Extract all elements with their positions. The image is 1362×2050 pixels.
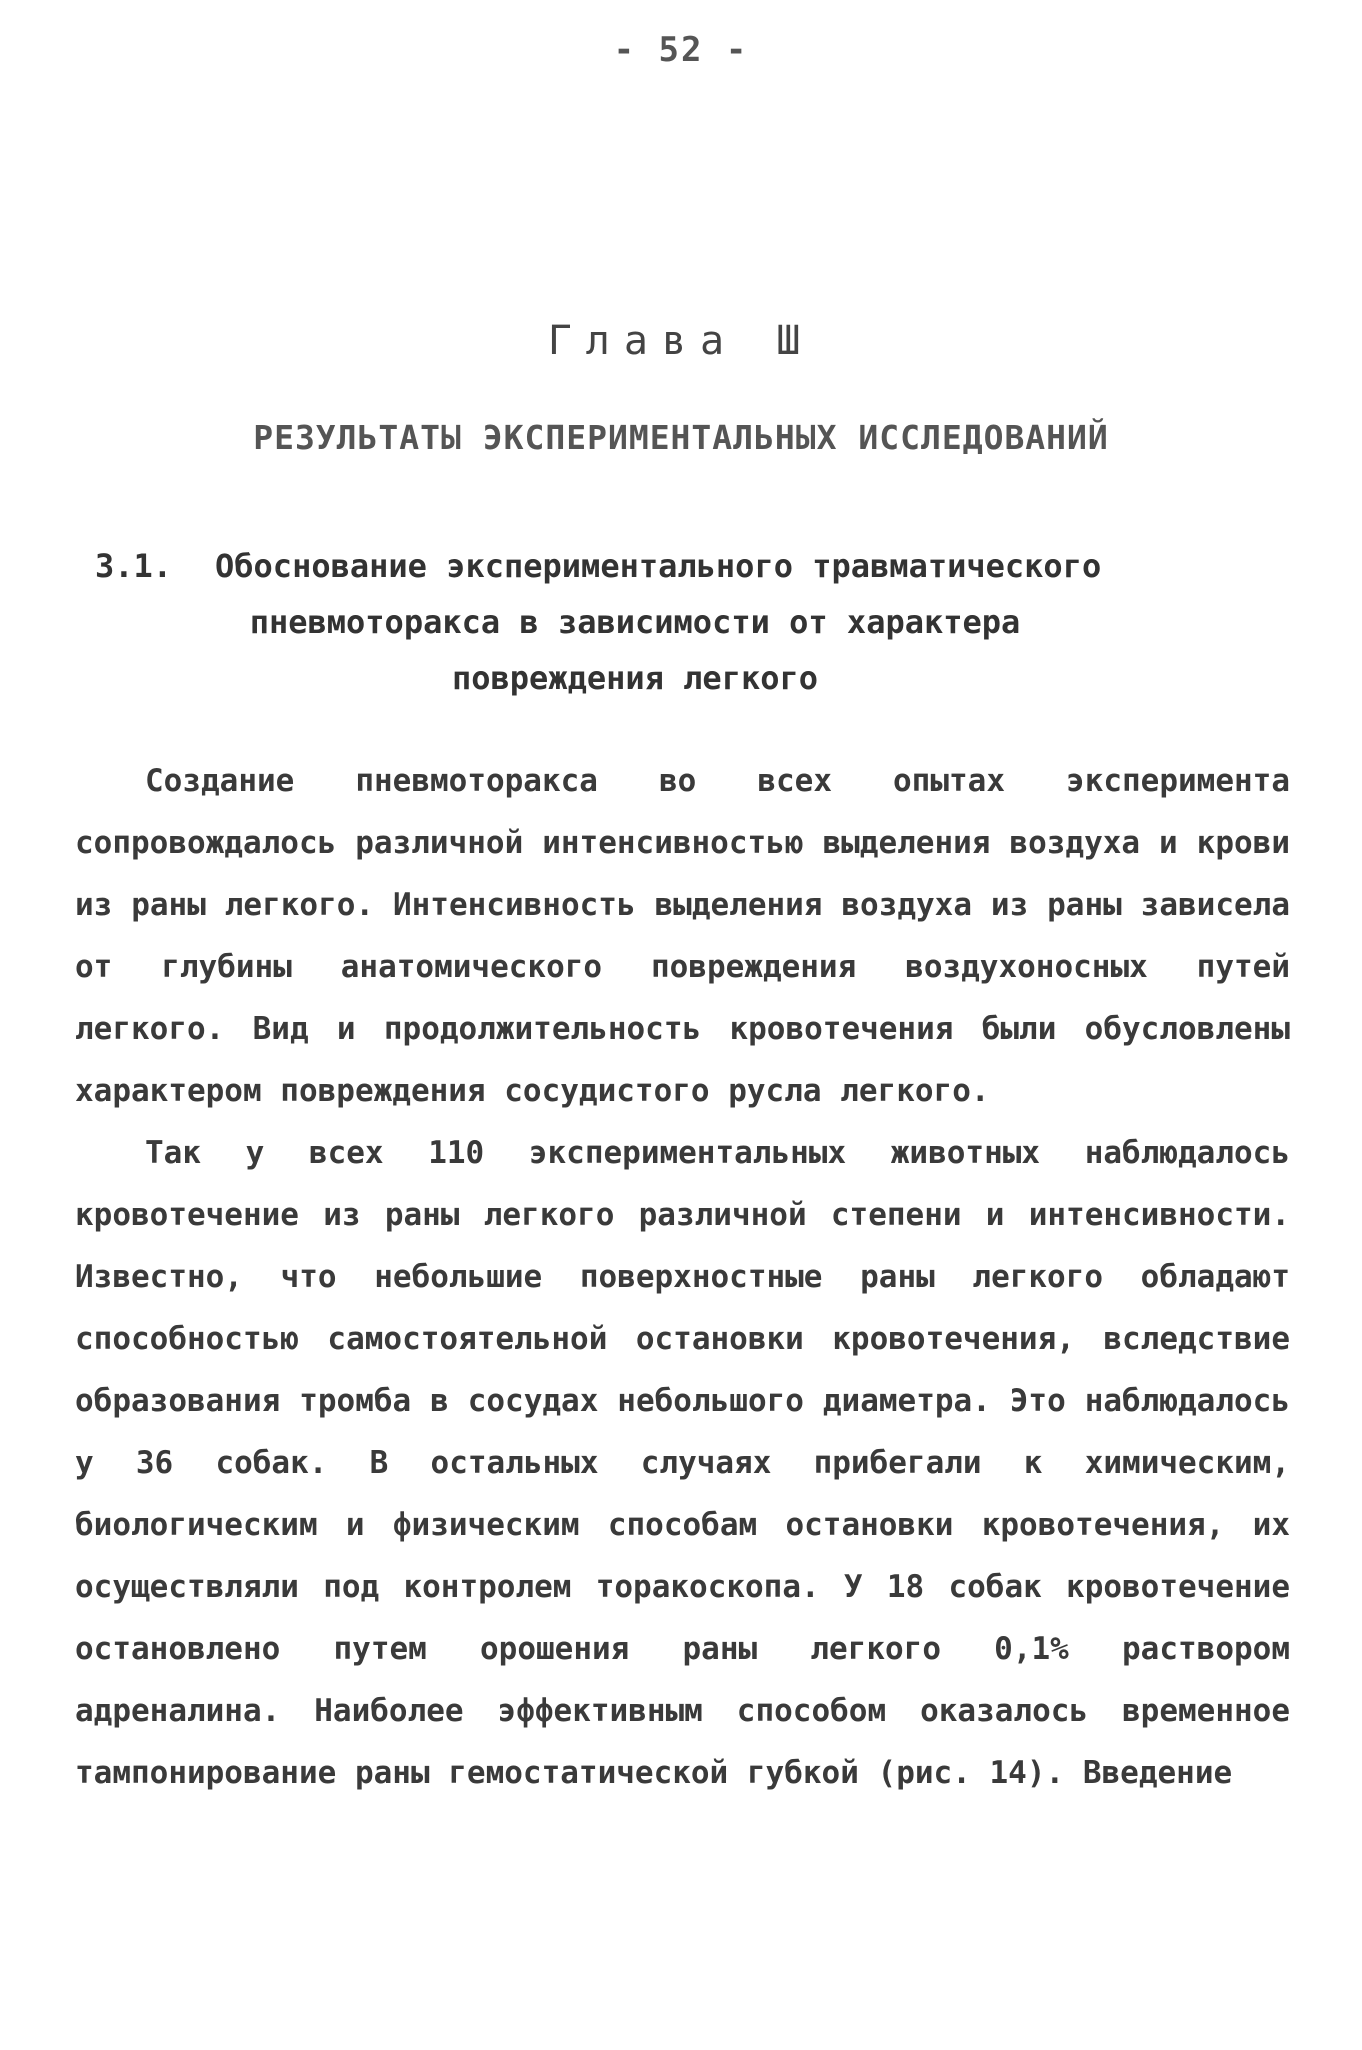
paragraph: Так у всех 110 экспериментальных животных наблюдалось кровотечение из раны легкого различной степени и интенсивности. Известно, что небольшие поверхностные раны легкого обладают способностью самостоятельной остановки кровотечения, вследствие образования тромба в сосудах небольшого диаметра. Это наблюдалось у 36 собак. В остальных случаях прибегали к химическим, биологическим и физическим способам остановки кровотечения, их осуществляли под контролем торакоскопа. У 18 собак кровотечение остановлено путем орошения раны легкого 0,1% раствором адреналина. Наиболее эффективным способом оказалось временное тампонирование раны гемостатической губкой (рис. 14). Введение: [75, 1135, 1290, 1791]
section-title-line-2: пневмоторакса в зависимости от характера: [249, 603, 1021, 641]
section-heading: [95, 538, 1295, 706]
section-title-line-1: Обоснование экспериментального травматического: [215, 547, 1102, 585]
paragraph: Создание пневмоторакса во всех опытах эксперимента сопровождалось различной интенсивностью выделения воздуха и крови из раны легкого. Интенсивность выделения воздуха из раны зависела от глубины анатомического повреждения воздухоносных путей легкого. Вид и продолжительность кровотечения были обусловлены характером повреждения сосудистого русла легкого.: [75, 763, 1290, 1109]
body-text: [75, 750, 1290, 1804]
chapter-subtitle: РЕЗУЛЬТАТЫ ЭКСПЕРИМЕНТАЛЬНЫХ ИССЛЕДОВАНИЙ: [253, 418, 1109, 457]
section-number: 3.1.: [95, 547, 173, 585]
section-title-line-3: повреждения легкого: [451, 659, 819, 697]
page-number: - 52 -: [613, 30, 749, 70]
chapter-title: Глава Ш: [547, 318, 815, 364]
section-heading-line-1: [95, 538, 1295, 594]
